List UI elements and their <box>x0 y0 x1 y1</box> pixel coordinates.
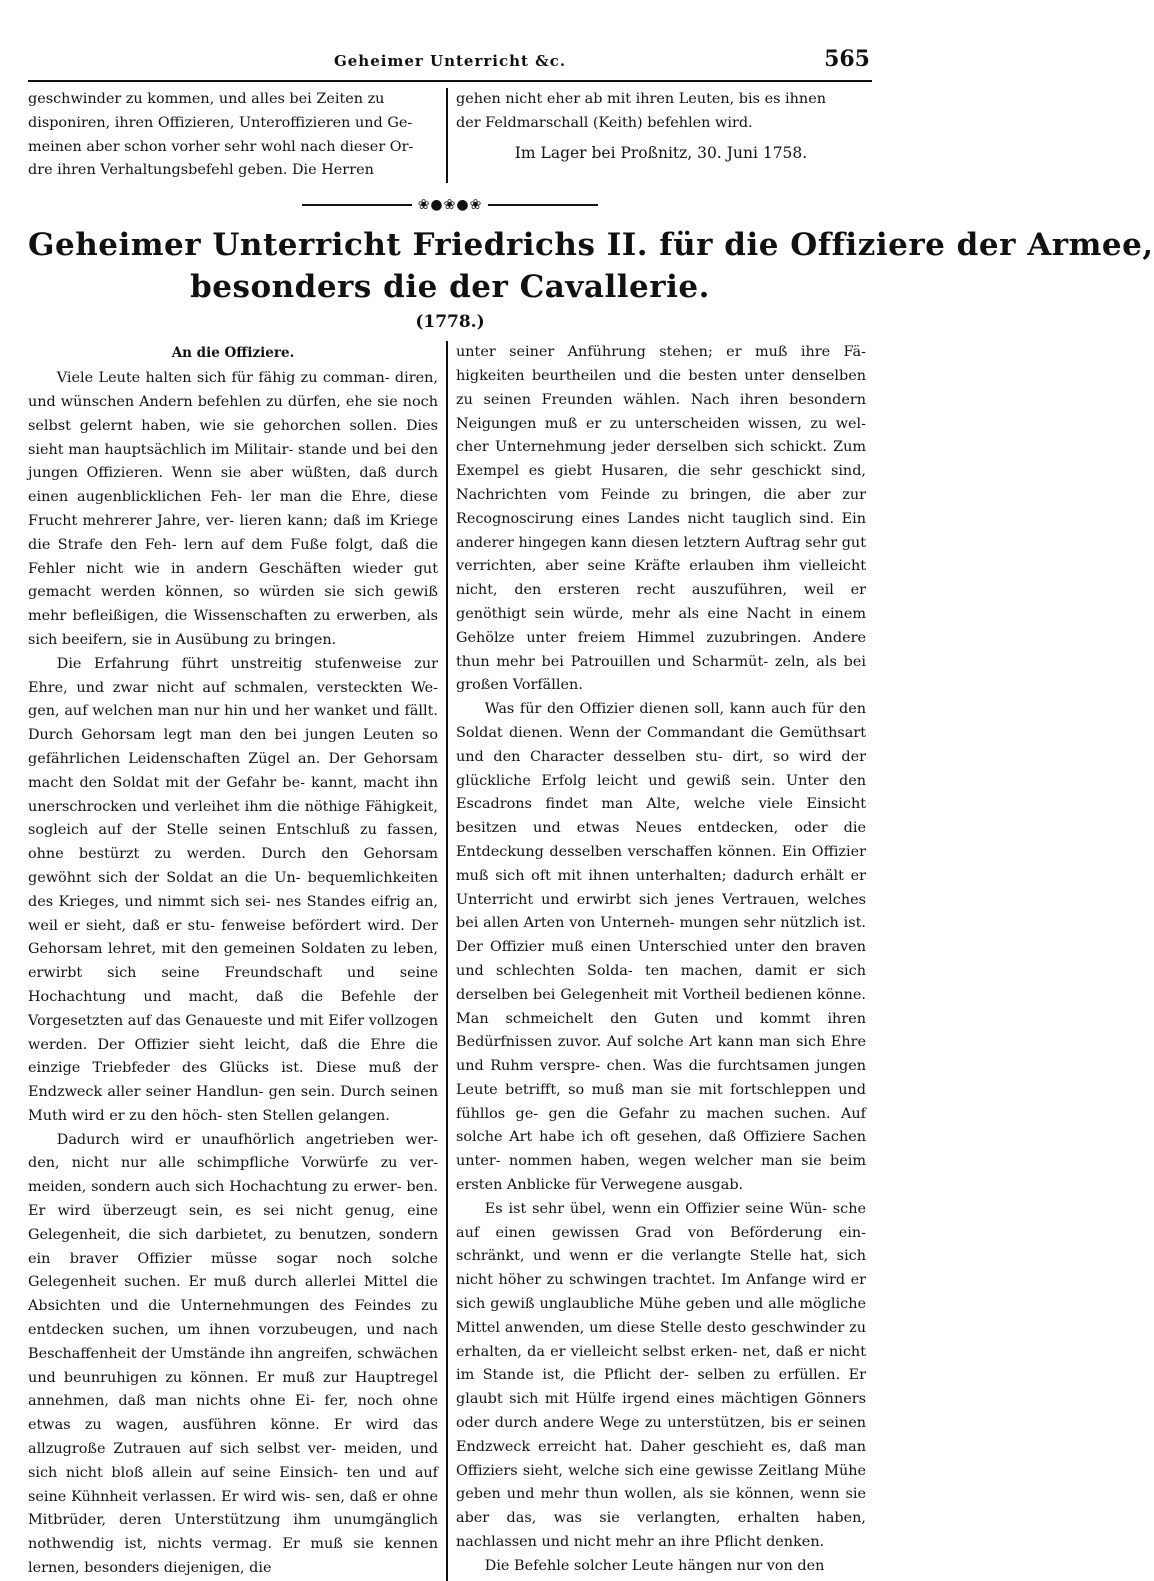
text-line: geschwinder zu kommen, und alles bei Zeiten zu <box>28 91 385 107</box>
text-line: meinen aber schon vorher sehr wohl nach dieser Or- <box>28 138 414 155</box>
paragraph: Die Erfahrung führt unstreitig stufenweise zur Ehre, und zwar nicht auf schmalen, versteckten We- gen, auf welchen man nur hin und her wanket und fällt. Durch Gehorsam legt man den bei jungen Leuten so gefährlichen Leidenschaften Zügel an. Der Gehorsam macht den Soldat mit der Gefahr be- kannt, macht ihn unerschrocken und verleihet ihm die nöthige Fähigkeit, sogleich auf der Stelle seinen Entschluß zu fassen, ohne bestürzt zu werden. Durch den Gehorsam gewöhnt sich der Soldat an die Un- bequemlichkeiten des Krieges, und nimmt sich sei- nes Standes eifrig an, weil er sieht, daß er stu- fenweise befördert wird. Der Gehorsam lehret, mit den gemeinen Soldaten zu leben, erwirbt sich seine Freundschaft und seine Hochachtung und macht, daß die Befehle der Vorgesetzten auf das Genaueste und mit Eifer vollzogen werden. Der Offizier sieht leicht, daß die Ehre die einzige Triebfeder des Glücks ist. Diese muß der Endzweck aller seiner Handlun- gen sein. Durch seinen Muth wird er zu den höch- sten Stellen gelangen. <box>28 655 438 1124</box>
ornament-divider <box>28 193 872 217</box>
article-heading <box>28 223 1154 335</box>
text-line: dre ihren Verhaltungsbefehl geben. Die Herren <box>28 162 374 179</box>
left-column <box>28 341 446 1581</box>
paragraph: unter seiner Anführung stehen; er muß ihre Fä- higkeiten beurtheilen und die besten unter denselben zu seinen Freunden wählen. Nach ihren besondern Neigungen muß er zu unterscheiden wissen, zu wel- cher Unternehmung jeder derselben sich schickt. Zum Exempel es giebt Husaren, die sehr geschickt sind, Nachrichten vom Feinde zu bringen, die aber zur Recognoscirung eines Landes nicht tauglich sind. Ein anderer hingegen kann diesen letztern Auftrag sehr gut verrichten, aber seine Kräfte erlauben ihm vielleicht nicht, den ersteren recht auszuführen, weil er genöthigt sein würde, mehr als eine Nacht in einem Gehölze unter freiem Himmel zuzubringen. Andere thun mehr bei Patrouillen und Scharmüt- zeln, als bei großen Vorfällen. <box>456 344 866 694</box>
running-header <box>28 44 872 82</box>
paragraph: Es ist sehr übel, wenn ein Offizier seine Wün- sche auf einen gewissen Grad von Beförderung ein- schränkt, und wenn er die verlangte Stelle hat, sich nicht höher zu schwingen trachtet. Im Anfange wird er sich gewiß unglaubliche Mühe geben und alle mögliche Mittel anwenden, um diese Stelle desto geschwinder zu erhalten, da er vielleicht selbst erken- net, daß er nicht im Stande ist, die Pflicht der- selben zu erfüllen. Er glaubt sich mit Hülfe irgend eines mächtigen Gönners oder durch andere Wege zu unterstützen, bis er seinen Endzweck erreicht hat. Daher geschieht es, daß man Offiziers sieht, welche sich eine gewisse Zeitlang Mühe geben und mehr thun wollen, als sie können, wenn sie aber das, was sie verlangten, erhalten haben, nachlassen und nicht mehr an ihre Pflicht denken. <box>456 1200 866 1551</box>
dateline: Im Lager bei Proßnitz, 30. Juni 1758. <box>514 143 808 162</box>
ornament-line <box>302 204 412 206</box>
text-line: gehen nicht eher ab mit ihren Leuten, bis es ihnen <box>456 91 826 107</box>
top-right-column <box>448 88 866 183</box>
paragraph: Die Befehle solcher Leute hängen nur von den <box>484 1557 825 1574</box>
page-number: 565 <box>824 46 870 72</box>
text-line: disponiren, ihren Offizieren, Unteroffizieren und Ge- <box>28 114 413 131</box>
ornament-icon: ❀●❀●❀ <box>417 197 483 214</box>
heading-year: (1778.) <box>415 312 485 333</box>
heading-line-2: besonders die der Cavallerie. <box>190 269 710 306</box>
heading-line-1: Geheimer Unterricht Friedrichs II. für die Offiziere der Armee, <box>28 227 1154 264</box>
page <box>28 44 1154 1581</box>
top-section <box>28 88 872 183</box>
top-left-column <box>28 88 446 183</box>
paragraph: Was für den Offizier dienen soll, kann auch für den Soldat dienen. Wenn der Commandant die Gemüthsart und den Character desselben stu- dirt, so wird der glückliche Erfolg leicht und gewiß sein. Unter den Escadrons findet man Alte, welche viele Einsicht besitzen und etwas Neues entdecken, oder die Entdeckung desselben verschaffen können. Ein Offizier muß sich oft mit ihnen unterhalten; dadurch erhält er Unterricht und erwirbt sich jenes Vertrauen, welches bei allen Arten von Unterneh- mungen sehr nützlich ist. Der Offizier muß einen Unterschied unter den braven und schlechten Solda- ten machen, damit er sich derselben bei Gelegenheit mit Vortheil bedienen könne. Man schmeichelt den Guten und kommt ihren Bedürfnissen zuvor. Auf solche Art kann man sich Ehre und Ruhm verspre- chen. Was die furchtsamen jungen Leute betrifft, so muß man sie mit fortschleppen und fühllos ge- gen die Gefahr zu machen suchen. Auf solche Art habe ich oft gesehen, daß Offiziere Sachen unter- nommen haben, wegen welcher man sie beim ersten Anblicke für Verwegene ausgab. <box>456 701 866 1194</box>
paragraph: Viele Leute halten sich für fähig zu comman- diren, und wünschen Andern befehlen zu dürfen, ehe sie noch selbst gelernt haben, wie sie gehorchen sollen. Dies sieht man hauptsächlich im Militair- stande und bei den jungen Offizieren. Wenn sie aber wüßten, daß durch einen augenblicklichen Feh- ler man die Ehre, diese Frucht mehrerer Jahre, ver- lieren kann; daß im Kriege die Strafe den Feh- lern auf dem Fuße folgt, daß die Fehler nicht wie in andern Geschäften wieder gut gemacht werden können, so würden sie sich gewiß mehr befleißigen, die Wissenschaften zu erwerben, als sich beeifern, sie in Ausübung zu bringen. <box>28 370 438 648</box>
subhead: An die Offiziere. <box>171 345 295 362</box>
right-column <box>448 341 866 1581</box>
article-body <box>28 341 872 1581</box>
running-title: Geheimer Unterricht &c. <box>333 52 567 70</box>
ornament-line <box>488 204 598 206</box>
text-line: der Feldmarschall (Keith) befehlen wird. <box>456 114 753 131</box>
paragraph: Dadurch wird er unaufhörlich angetrieben wer- den, nicht nur alle schimpfliche Vorwürfe zu ver- meiden, sondern auch sich Hochachtung zu erwer- ben. Er wird überzeugt sein, es sei nicht genug, eine Gelegenheit, die sich darbietet, zu benutzen, sondern ein braver Offizier müsse sogar noch solche Gelegenheit suchen. Er muß durch allerlei Mittel die Absichten und die Unternehmungen des Feindes zu entdecken suchen, um ihnen vorzubeugen, und nach Beschaffenheit der Umstände ihn angreifen, schwächen und beunruhigen zu können. Er muß zur Hauptregel annehmen, daß man nichts ohne Ei- fer, noch ohne etwas zu wagen, ausführen könne. Er wird das allzugroße Zutrauen auf sich selbst ver- meiden, und sich nicht bloß allein auf seine Einsich- ten und auf seine Kühnheit verlassen. Er wird wis- sen, daß er ohne Mitbrüder, deren Unterstützung ihm unumgänglich nothwendig ist, nichts vermag. Er muß sie kennen lernen, besonders diejenigen, die <box>28 1131 438 1577</box>
